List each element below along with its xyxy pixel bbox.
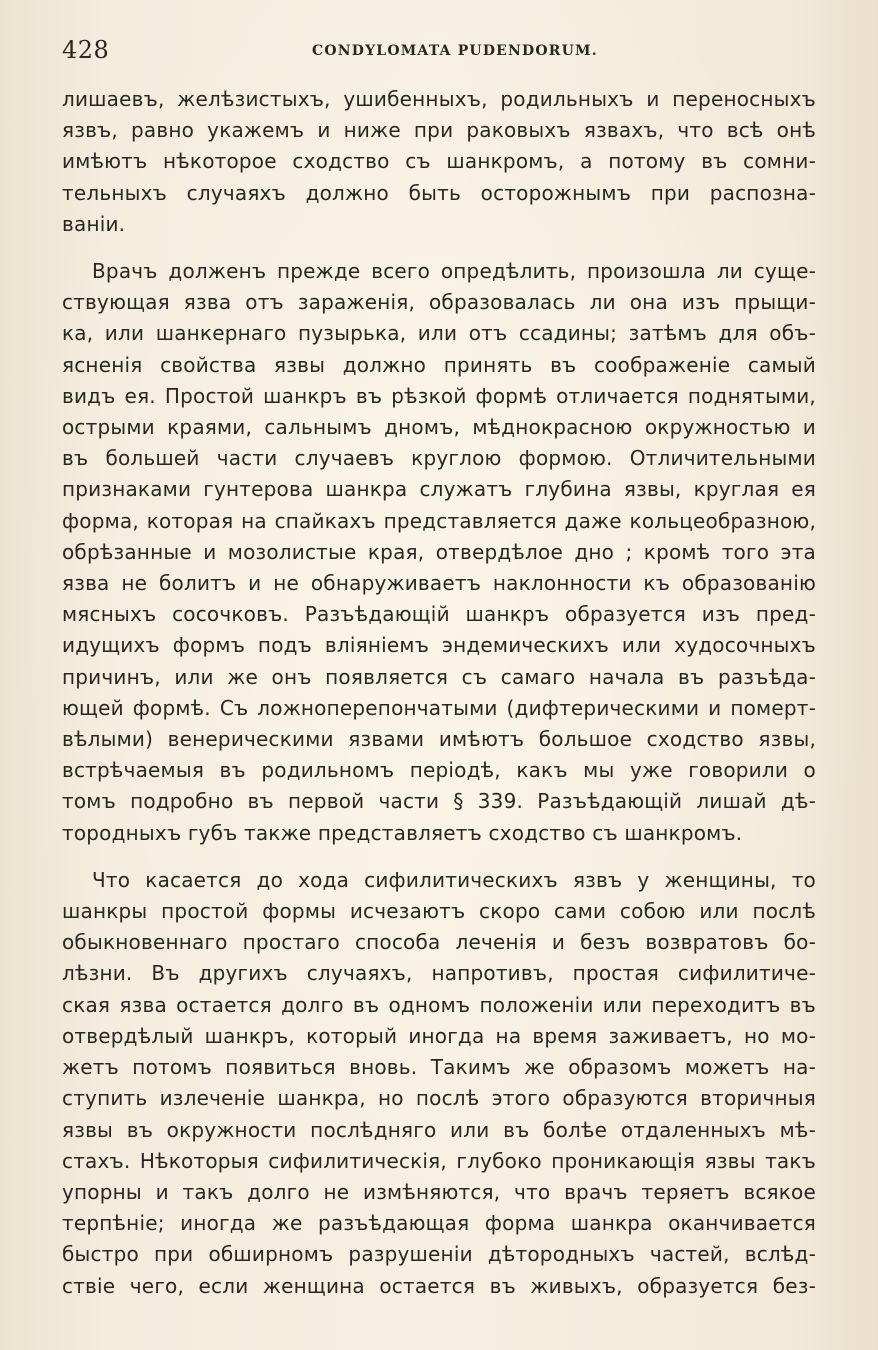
text-line: Врачъ долженъ прежде всего опредѣлить, произошла ли суще-: [92, 259, 816, 284]
paragraph-gap: [62, 240, 816, 256]
body-text: [62, 84, 816, 1302]
text-line: шанкры простой формы исчезаютъ скоро сами собою или послѣ: [62, 899, 816, 924]
text-line: обрѣзанные и мозолистые края, отвердѣлое дно ; кромѣ того эта: [62, 539, 816, 564]
text-line: ка, или шанкернаго пузырька, или отъ ссадины; затѣмъ для объ-: [62, 321, 816, 346]
text-line: причинъ, или же онъ появляется съ самаго начала въ разъѣда-: [62, 664, 816, 689]
text-line: ствующая язва отъ зараженія, образовалась ли она изъ прыщи-: [62, 290, 816, 315]
text-line: ствіе чего, если женщина остается въ живыхъ, образуется без-: [62, 1273, 816, 1298]
text-line: отвердѣлый шанкръ, который иногда на время заживаетъ, но мо-: [62, 1023, 816, 1048]
page-number: 428: [62, 36, 110, 64]
text-line: ясненія свойства язвы должно принять въ соображеніе самый: [62, 352, 816, 377]
paragraph: [62, 84, 816, 240]
text-line: ступить излеченіе шанкра, но послѣ этого образуются вторичныя: [62, 1086, 816, 1111]
text-line: томъ подробно въ первой части § 339. Разъѣдающій лишай дѣ-: [62, 789, 816, 814]
text-line: ская язва остается долго въ одномъ положеніи или переходитъ въ: [62, 992, 816, 1017]
text-line: тельныхъ случаяхъ должно быть осторожнымъ при распозна-: [62, 180, 816, 205]
text-line: быстро при обширномъ разрушеніи дѣтородныхъ частей, вслѣд-: [62, 1242, 816, 1267]
text-line: язва не болитъ и не обнаруживаетъ наклонности къ образованію: [62, 571, 816, 596]
text-line: имѣютъ нѣкоторое сходство съ шанкромъ, а потому въ сомни-: [62, 149, 816, 174]
text-line: ющей формѣ. Съ ложноперепончатыми (дифтерическими и померт-: [62, 695, 816, 720]
text-line: тородныхъ губъ также представляетъ сходство съ шанкромъ.: [62, 820, 743, 845]
text-line: стахъ. Нѣкоторыя сифилитическія, глубоко проникающія язвы такъ: [62, 1148, 816, 1173]
paragraph: [62, 865, 816, 1302]
text-line: язвъ, равно укажемъ и ниже при раковыхъ язвахъ, что всѣ онѣ: [62, 118, 816, 143]
text-line: терпѣніе; иногда же разъѣдающая форма шанкра оканчивается: [62, 1211, 816, 1236]
text-line: вѣлыми) венерическими язвами имѣютъ большое сходство язвы,: [62, 727, 816, 752]
paragraph: [62, 256, 816, 849]
text-line: мясныхъ сосочковъ. Разъѣдающій шанкръ образуется изъ пред-: [62, 602, 816, 627]
text-line: лѣзни. Въ другихъ случаяхъ, напротивъ, простая сифилитиче-: [62, 961, 816, 986]
text-line: упорны и такъ долго не измѣняются, что врачъ теряетъ всякое: [62, 1179, 816, 1204]
text-line: признаками гунтерова шанкра служатъ глубина язвы, круглая ея: [62, 477, 816, 502]
running-title: CONDYLOMATA PUDENDORUM.: [312, 43, 598, 59]
page-header: [62, 34, 822, 70]
paragraph-gap: [62, 849, 816, 865]
text-line: въ большей части случаевъ круглою формою. Отличительными: [62, 446, 816, 471]
text-line: встрѣчаемыя въ родильномъ періодѣ, какъ мы уже говорили о: [62, 758, 816, 783]
text-line: ваніи.: [62, 211, 126, 236]
text-line: форма, которая на спайкахъ представляется даже кольцеобразною,: [62, 508, 816, 533]
text-line: Что касается до хода сифилитическихъ язвъ у женщины, то: [92, 867, 816, 892]
text-line: язвы въ окружности послѣдняго или въ болѣе отдаленныхъ мѣ-: [62, 1117, 816, 1142]
text-line: обыкновеннаго простаго способа леченія и безъ возвратовъ бо-: [62, 930, 816, 955]
text-line: идущихъ формъ подъ вліяніемъ эндемическихъ или худосочныхъ: [62, 633, 816, 658]
text-line: видъ ея. Простой шанкръ въ рѣзкой формѣ отличается поднятыми,: [62, 383, 816, 408]
text-line: лишаевъ, желѣзистыхъ, ушибенныхъ, родильныхъ и переносныхъ: [62, 87, 816, 111]
text-line: жетъ потомъ появиться вновь. Такимъ же образомъ можетъ на-: [62, 1055, 816, 1080]
text-line: острыми краями, сальнымъ дномъ, мѣднокрасною окружностью и: [62, 415, 816, 440]
